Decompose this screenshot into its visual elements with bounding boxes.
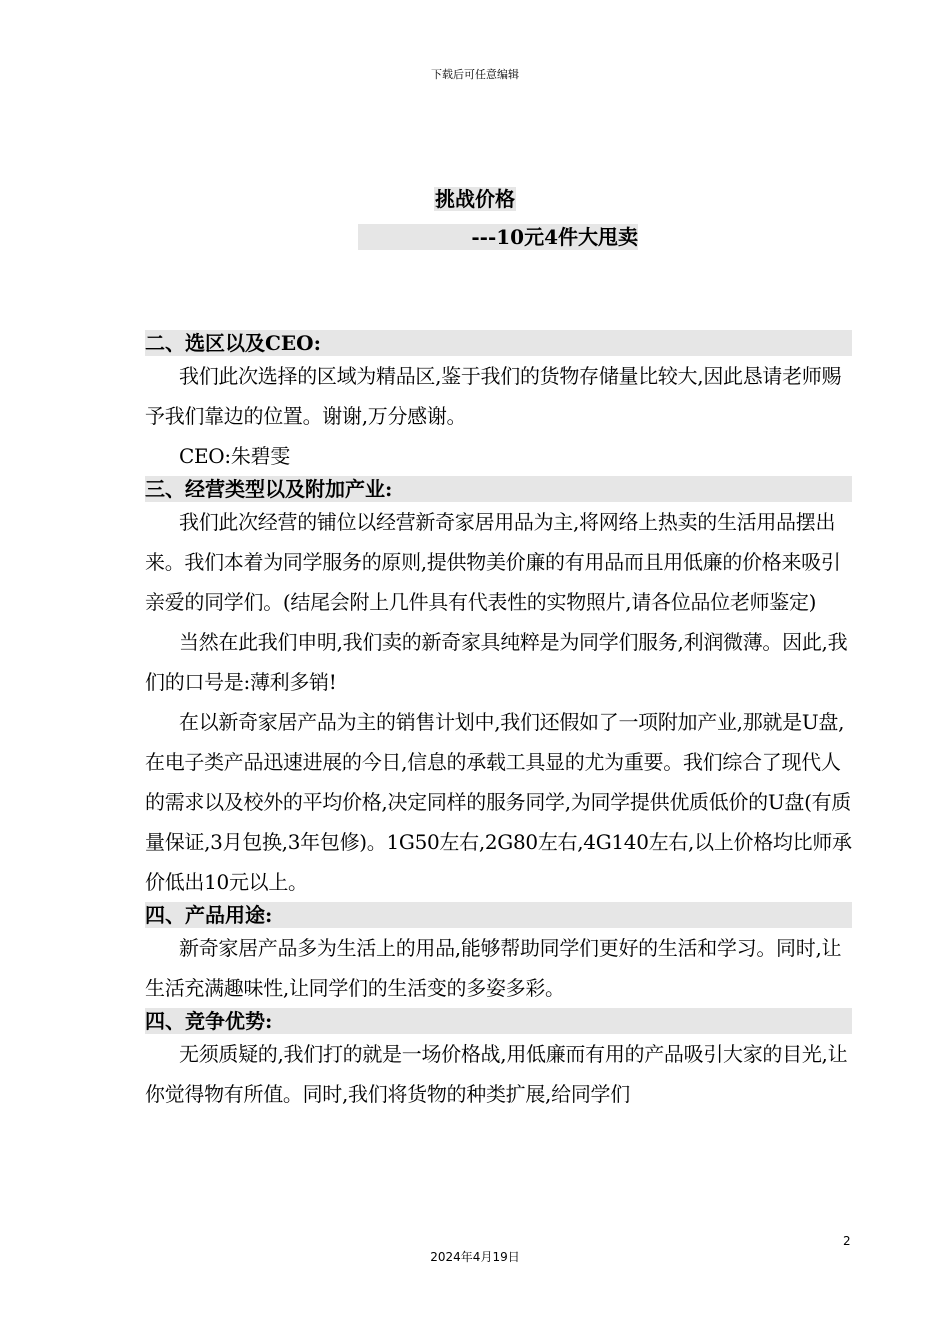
paragraph: 当然在此我们申明,我们卖的新奇家具纯粹是为同学们服务,利润微薄。因此,我们的口号是:薄利多销!: [145, 630, 848, 694]
document-subtitle: ---10元4件大甩卖: [358, 224, 638, 250]
document-title: [0, 183, 950, 212]
paragraph: 在以新奇家居产品为主的销售计划中,我们还假如了一项附加产业,那就是U盘,在电子类产品迅速进展的今日,信息的承载工具显的尤为重要。我们综合了现代人的需求以及校外的平均价格,决定同样的服务同学,为同学提供优质低价的U盘(有质量保证,3月包换,3年包修)。1G50左右,2G80左右,4G140左右,以上价格均比师承价低出10元以上。: [145, 710, 852, 894]
paragraph: 我们此次选择的区域为精品区,鉴于我们的货物存储量比较大,因此恳请老师赐予我们靠边的位置。谢谢,万分感谢。: [145, 364, 842, 428]
section-competitive-advantage: [145, 1008, 852, 1114]
section-heading: 二、选区以及CEO:: [145, 330, 852, 356]
section-product-use: [145, 902, 852, 1008]
paragraph: 新奇家居产品多为生活上的用品,能够帮助同学们更好的生活和学习。同时,让生活充满趣味性,让同学们的生活变的多姿多彩。: [145, 936, 842, 1000]
page-header: 下载后可任意编辑: [431, 68, 519, 81]
paragraph: 无须质疑的,我们打的就是一场价格战,用低廉而有用的产品吸引大家的目光,让你觉得物有所值。同时,我们将货物的种类扩展,给同学们: [145, 1042, 848, 1106]
section-heading: 四、产品用途:: [145, 902, 852, 928]
title-text: 挑战价格: [435, 187, 515, 211]
section-business-type: [145, 476, 852, 902]
section-location: [145, 330, 852, 476]
document-body: [145, 330, 852, 1114]
paragraph: 我们此次经营的铺位以经营新奇家居用品为主,将网络上热卖的生活用品摆出来。我们本着为同学服务的原则,提供物美价廉的有用品而且用低廉的价格来吸引亲爱的同学们。(结尾会附上几件具有代表性的实物照片,请各位品位老师鉴定): [145, 510, 841, 614]
section-heading: 三、经营类型以及附加产业:: [145, 476, 852, 502]
section-heading: 四、竞争优势:: [145, 1008, 852, 1034]
page-number: 2: [843, 1234, 851, 1248]
page-footer-date: 2024年4月19日: [430, 1250, 520, 1264]
paragraph-ceo: CEO:朱碧雯: [179, 444, 290, 468]
